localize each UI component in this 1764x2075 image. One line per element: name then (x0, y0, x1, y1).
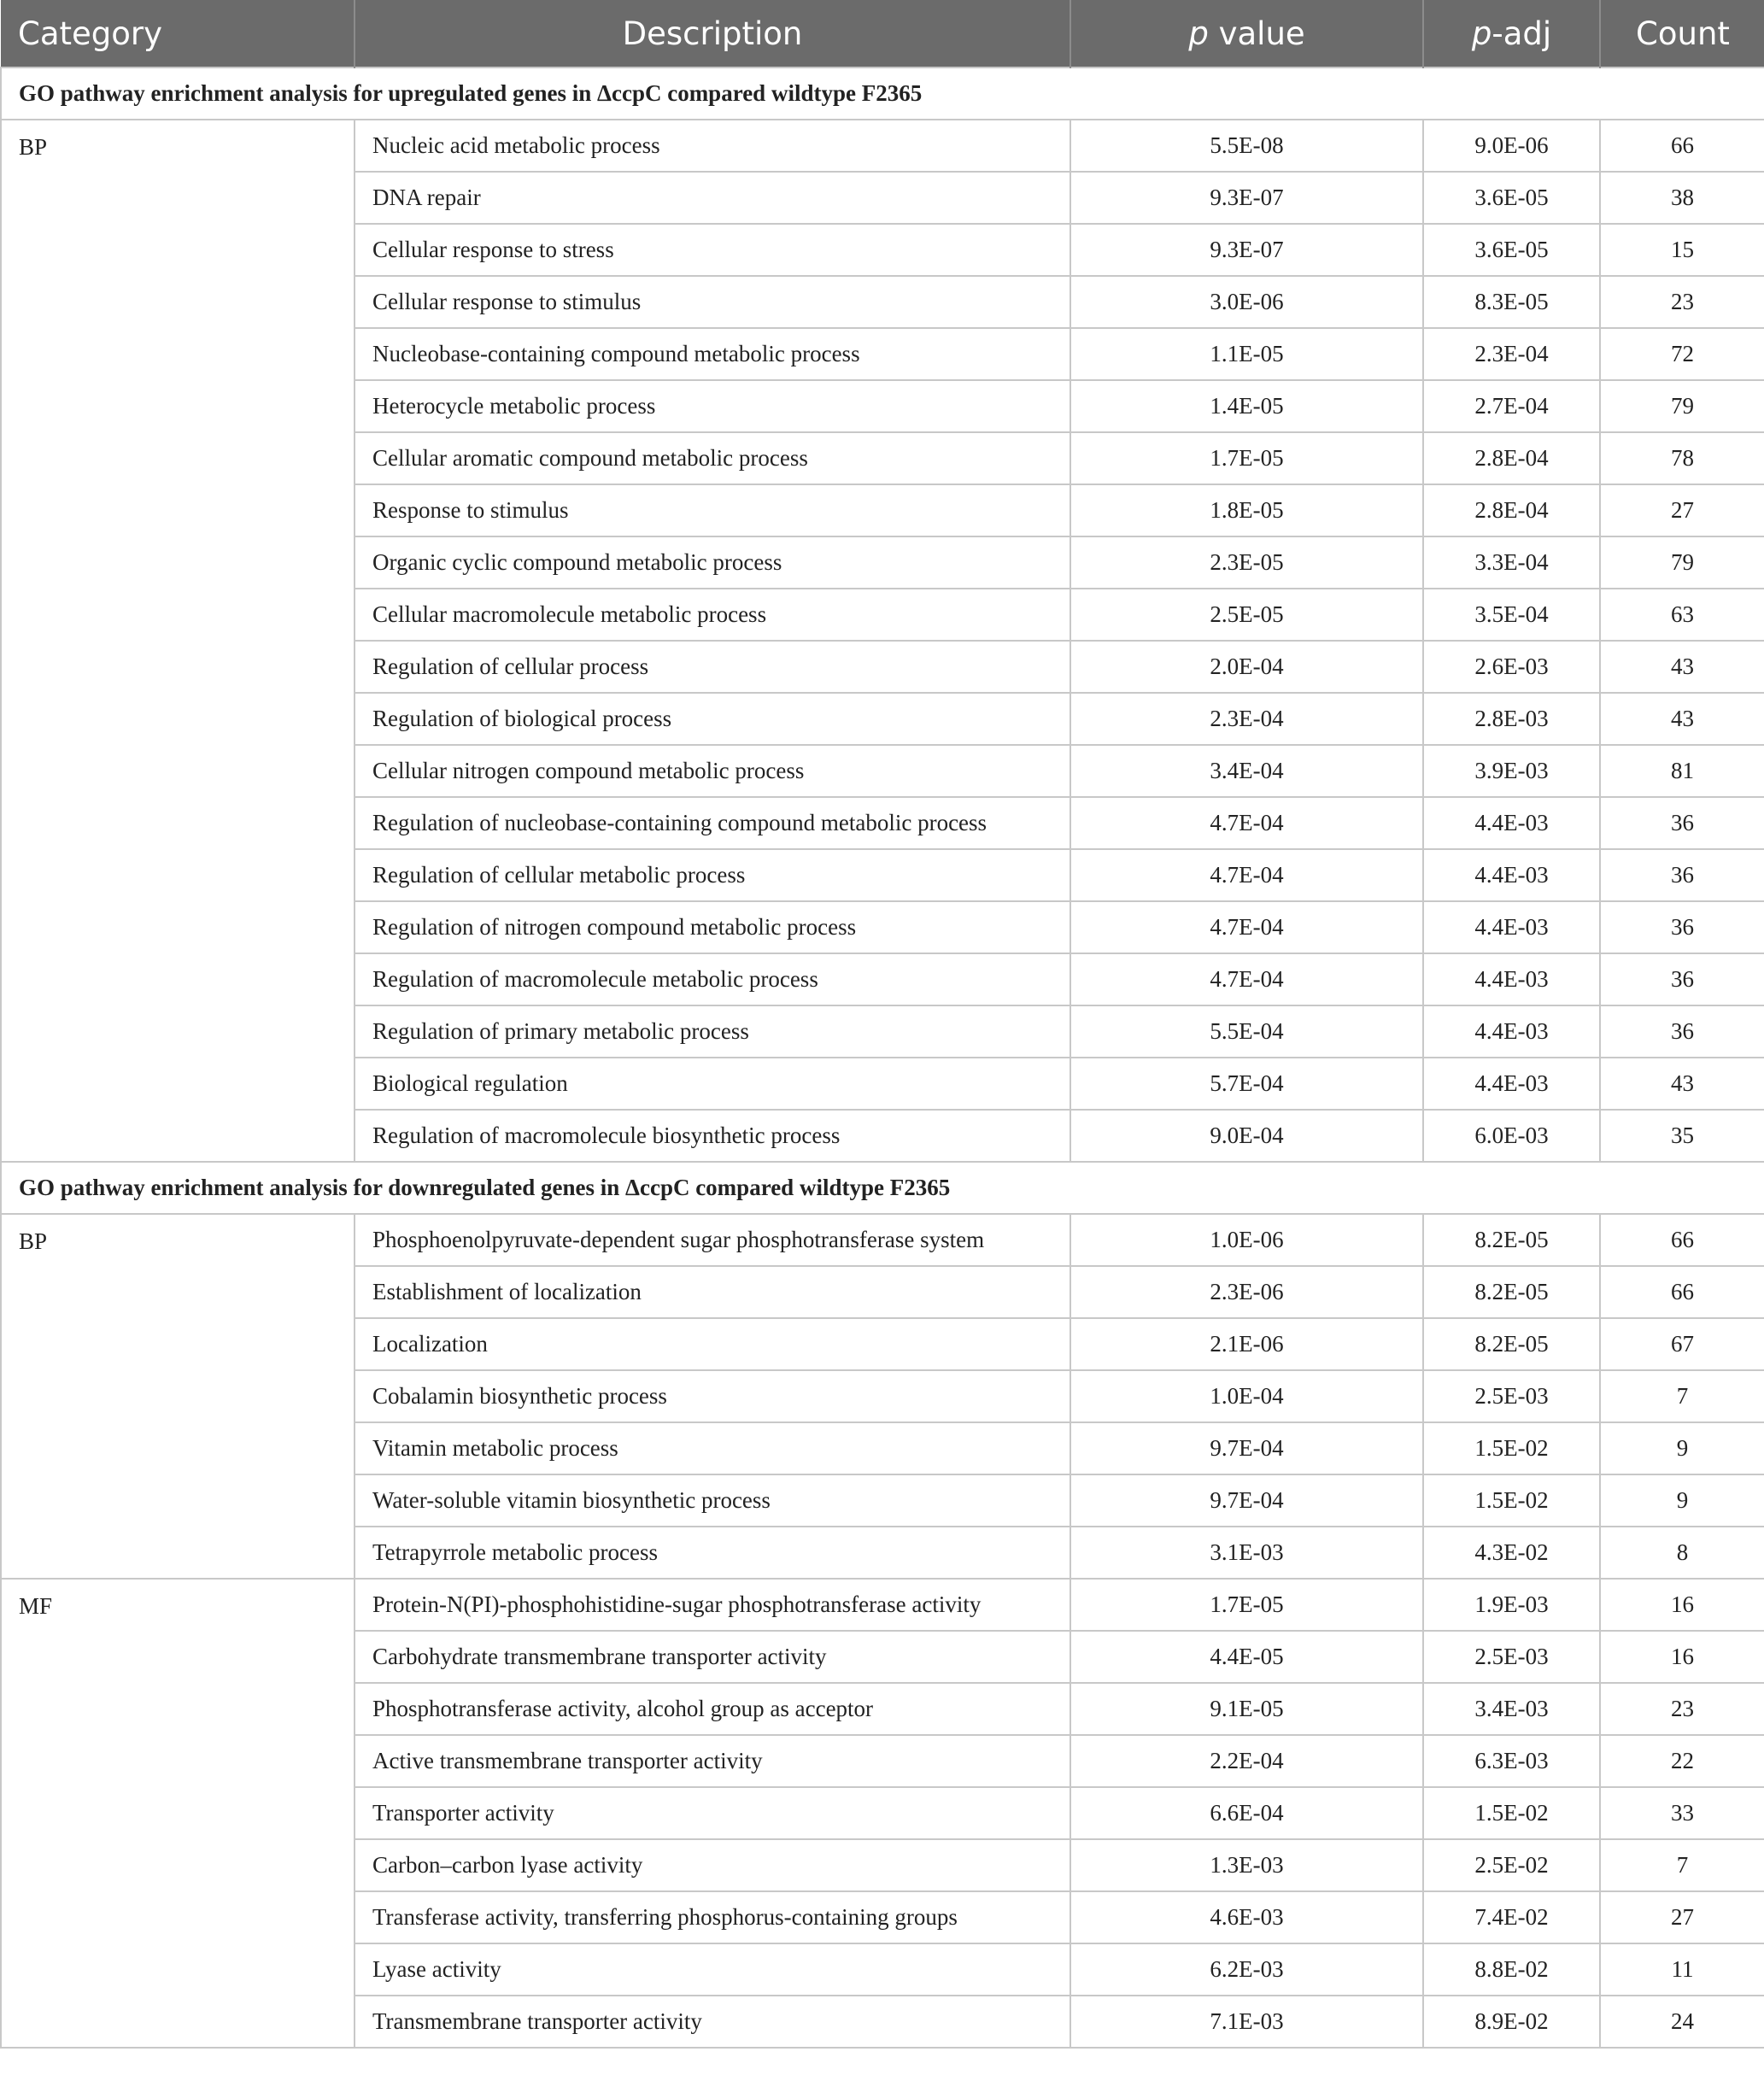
p-value-cell: 7.1E-03 (1070, 1996, 1423, 2048)
count-cell: 81 (1600, 745, 1764, 797)
p-value-cell: 4.4E-05 (1070, 1631, 1423, 1683)
table-body (1, 67, 1764, 2048)
p-value-cell: 9.1E-05 (1070, 1683, 1423, 1735)
p-adj-cell: 2.7E-04 (1423, 380, 1600, 432)
description-cell: Regulation of macromolecule metabolic process (355, 953, 1070, 1005)
p-value-cell: 9.3E-07 (1070, 224, 1423, 276)
p-value-cell: 9.0E-04 (1070, 1110, 1423, 1162)
count-cell: 7 (1600, 1839, 1764, 1891)
description-cell: Lyase activity (355, 1943, 1070, 1996)
p-value-cell: 2.3E-04 (1070, 693, 1423, 745)
p-adj-cell: 8.2E-05 (1423, 1214, 1600, 1266)
count-cell: 27 (1600, 484, 1764, 536)
header-count: Count (1600, 0, 1764, 67)
description-cell: Response to stimulus (355, 484, 1070, 536)
description-cell: Regulation of primary metabolic process (355, 1005, 1070, 1058)
count-cell: 9 (1600, 1474, 1764, 1527)
p-value-cell: 1.8E-05 (1070, 484, 1423, 536)
description-cell: Vitamin metabolic process (355, 1422, 1070, 1474)
p-adj-cell: 4.4E-03 (1423, 849, 1600, 901)
p-adj-cell: 8.9E-02 (1423, 1996, 1600, 2048)
description-cell: Organic cyclic compound metabolic process (355, 536, 1070, 589)
p-value-cell: 9.7E-04 (1070, 1422, 1423, 1474)
count-cell: 78 (1600, 432, 1764, 484)
description-cell: Cellular aromatic compound metabolic process (355, 432, 1070, 484)
p-adj-cell: 4.3E-02 (1423, 1527, 1600, 1579)
p-value-cell: 3.4E-04 (1070, 745, 1423, 797)
category-cell: BP (1, 1214, 355, 1579)
p-adj-cell: 6.3E-03 (1423, 1735, 1600, 1787)
count-cell: 23 (1600, 276, 1764, 328)
p-value-cell: 6.2E-03 (1070, 1943, 1423, 1996)
description-cell: Cellular macromolecule metabolic process (355, 589, 1070, 641)
description-cell: Protein-N(PI)-phosphohistidine-sugar phosphotransferase activity (355, 1579, 1070, 1631)
p-value-cell: 1.7E-05 (1070, 432, 1423, 484)
count-cell: 43 (1600, 693, 1764, 745)
section-title-row (1, 67, 1764, 120)
p-value-cell: 4.7E-04 (1070, 797, 1423, 849)
count-cell: 36 (1600, 901, 1764, 953)
p-adj-cell: 4.4E-03 (1423, 953, 1600, 1005)
description-cell: Regulation of biological process (355, 693, 1070, 745)
p-value-cell: 4.7E-04 (1070, 901, 1423, 953)
description-cell: Regulation of nitrogen compound metabolic process (355, 901, 1070, 953)
p-adj-cell: 2.6E-03 (1423, 641, 1600, 693)
count-cell: 63 (1600, 589, 1764, 641)
count-cell: 8 (1600, 1527, 1764, 1579)
header-p-value-rest: value (1208, 15, 1305, 52)
description-cell: Phosphotransferase activity, alcohol group as acceptor (355, 1683, 1070, 1735)
p-value-cell: 2.1E-06 (1070, 1318, 1423, 1370)
count-cell: 43 (1600, 1058, 1764, 1110)
count-cell: 33 (1600, 1787, 1764, 1839)
count-cell: 27 (1600, 1891, 1764, 1943)
table-row (1, 120, 1764, 172)
p-value-cell: 4.6E-03 (1070, 1891, 1423, 1943)
p-adj-cell: 2.8E-04 (1423, 484, 1600, 536)
p-adj-cell: 7.4E-02 (1423, 1891, 1600, 1943)
count-cell: 9 (1600, 1422, 1764, 1474)
count-cell: 66 (1600, 120, 1764, 172)
description-cell: Regulation of macromolecule biosynthetic process (355, 1110, 1070, 1162)
p-adj-cell: 8.2E-05 (1423, 1318, 1600, 1370)
p-value-cell: 2.2E-04 (1070, 1735, 1423, 1787)
description-cell: Carbon–carbon lyase activity (355, 1839, 1070, 1891)
p-value-cell: 9.3E-07 (1070, 172, 1423, 224)
p-adj-cell: 3.4E-03 (1423, 1683, 1600, 1735)
section-title: GO pathway enrichment analysis for upregulated genes in ΔccpC compared wildtype F2365 (1, 67, 1764, 120)
description-cell: Transmembrane transporter activity (355, 1996, 1070, 2048)
p-adj-cell: 8.8E-02 (1423, 1943, 1600, 1996)
p-adj-cell: 3.5E-04 (1423, 589, 1600, 641)
description-cell: Cellular response to stress (355, 224, 1070, 276)
count-cell: 36 (1600, 849, 1764, 901)
description-cell: DNA repair (355, 172, 1070, 224)
p-value-cell: 2.3E-05 (1070, 536, 1423, 589)
description-cell: Heterocycle metabolic process (355, 380, 1070, 432)
p-value-cell: 1.0E-06 (1070, 1214, 1423, 1266)
count-cell: 36 (1600, 797, 1764, 849)
p-adj-cell: 4.4E-03 (1423, 901, 1600, 953)
description-cell: Cellular nitrogen compound metabolic process (355, 745, 1070, 797)
p-value-cell: 1.4E-05 (1070, 380, 1423, 432)
description-cell: Nucleic acid metabolic process (355, 120, 1070, 172)
count-cell: 15 (1600, 224, 1764, 276)
count-cell: 38 (1600, 172, 1764, 224)
section-title: GO pathway enrichment analysis for downregulated genes in ΔccpC compared wildtype F2365 (1, 1162, 1764, 1214)
description-cell: Cobalamin biosynthetic process (355, 1370, 1070, 1422)
p-value-cell: 6.6E-04 (1070, 1787, 1423, 1839)
p-value-cell: 2.3E-06 (1070, 1266, 1423, 1318)
p-value-cell: 9.7E-04 (1070, 1474, 1423, 1527)
p-value-cell: 1.3E-03 (1070, 1839, 1423, 1891)
count-cell: 7 (1600, 1370, 1764, 1422)
description-cell: Biological regulation (355, 1058, 1070, 1110)
p-value-cell: 2.5E-05 (1070, 589, 1423, 641)
count-cell: 72 (1600, 328, 1764, 380)
header-p-value (1070, 0, 1423, 67)
count-cell: 67 (1600, 1318, 1764, 1370)
description-cell: Transferase activity, transferring phosphorus-containing groups (355, 1891, 1070, 1943)
header-category: Category (1, 0, 355, 67)
p-adj-cell: 2.8E-04 (1423, 432, 1600, 484)
description-cell: Carbohydrate transmembrane transporter activity (355, 1631, 1070, 1683)
description-cell: Tetrapyrrole metabolic process (355, 1527, 1070, 1579)
p-adj-cell: 8.3E-05 (1423, 276, 1600, 328)
description-cell: Water-soluble vitamin biosynthetic process (355, 1474, 1070, 1527)
description-cell: Cellular response to stimulus (355, 276, 1070, 328)
category-cell: MF (1, 1579, 355, 2048)
description-cell: Transporter activity (355, 1787, 1070, 1839)
section-title-row (1, 1162, 1764, 1214)
description-cell: Localization (355, 1318, 1070, 1370)
p-adj-cell: 6.0E-03 (1423, 1110, 1600, 1162)
count-cell: 22 (1600, 1735, 1764, 1787)
p-adj-cell: 2.5E-02 (1423, 1839, 1600, 1891)
p-value-cell: 5.7E-04 (1070, 1058, 1423, 1110)
count-cell: 36 (1600, 1005, 1764, 1058)
p-adj-cell: 3.6E-05 (1423, 224, 1600, 276)
p-adj-cell: 2.5E-03 (1423, 1631, 1600, 1683)
p-adj-cell: 9.0E-06 (1423, 120, 1600, 172)
p-value-cell: 1.1E-05 (1070, 328, 1423, 380)
header-p-adj (1423, 0, 1600, 67)
count-cell: 79 (1600, 536, 1764, 589)
count-cell: 43 (1600, 641, 1764, 693)
count-cell: 66 (1600, 1266, 1764, 1318)
p-adj-cell: 2.3E-04 (1423, 328, 1600, 380)
p-adj-cell: 1.9E-03 (1423, 1579, 1600, 1631)
p-adj-cell: 3.9E-03 (1423, 745, 1600, 797)
header-p-adj-italic: p (1471, 15, 1492, 52)
p-adj-cell: 1.5E-02 (1423, 1474, 1600, 1527)
description-cell: Phosphoenolpyruvate-dependent sugar phosphotransferase system (355, 1214, 1070, 1266)
description-cell: Regulation of cellular process (355, 641, 1070, 693)
count-cell: 16 (1600, 1631, 1764, 1683)
p-value-cell: 4.7E-04 (1070, 953, 1423, 1005)
header-row (1, 0, 1764, 67)
count-cell: 35 (1600, 1110, 1764, 1162)
p-adj-cell: 3.6E-05 (1423, 172, 1600, 224)
p-value-cell: 4.7E-04 (1070, 849, 1423, 901)
p-adj-cell: 8.2E-05 (1423, 1266, 1600, 1318)
p-value-cell: 1.7E-05 (1070, 1579, 1423, 1631)
p-adj-cell: 4.4E-03 (1423, 1058, 1600, 1110)
table-row (1, 1214, 1764, 1266)
count-cell: 16 (1600, 1579, 1764, 1631)
header-p-adj-rest: -adj (1491, 15, 1552, 52)
p-adj-cell: 2.5E-03 (1423, 1370, 1600, 1422)
table-row (1, 1579, 1764, 1631)
p-value-cell: 3.1E-03 (1070, 1527, 1423, 1579)
p-adj-cell: 1.5E-02 (1423, 1422, 1600, 1474)
p-value-cell: 2.0E-04 (1070, 641, 1423, 693)
p-value-cell: 5.5E-08 (1070, 120, 1423, 172)
description-cell: Active transmembrane transporter activity (355, 1735, 1070, 1787)
description-cell: Regulation of cellular metabolic process (355, 849, 1070, 901)
count-cell: 24 (1600, 1996, 1764, 2048)
count-cell: 11 (1600, 1943, 1764, 1996)
p-adj-cell: 4.4E-03 (1423, 797, 1600, 849)
category-cell: BP (1, 120, 355, 1162)
description-cell: Establishment of localization (355, 1266, 1070, 1318)
p-value-cell: 5.5E-04 (1070, 1005, 1423, 1058)
p-value-cell: 3.0E-06 (1070, 276, 1423, 328)
p-value-cell: 1.0E-04 (1070, 1370, 1423, 1422)
count-cell: 79 (1600, 380, 1764, 432)
count-cell: 36 (1600, 953, 1764, 1005)
p-adj-cell: 2.8E-03 (1423, 693, 1600, 745)
p-adj-cell: 3.3E-04 (1423, 536, 1600, 589)
description-cell: Regulation of nucleobase-containing compound metabolic process (355, 797, 1070, 849)
count-cell: 23 (1600, 1683, 1764, 1735)
p-adj-cell: 4.4E-03 (1423, 1005, 1600, 1058)
p-adj-cell: 1.5E-02 (1423, 1787, 1600, 1839)
description-cell: Nucleobase-containing compound metabolic process (355, 328, 1070, 380)
header-p-value-italic: p (1188, 15, 1209, 52)
count-cell: 66 (1600, 1214, 1764, 1266)
header-description: Description (355, 0, 1070, 67)
